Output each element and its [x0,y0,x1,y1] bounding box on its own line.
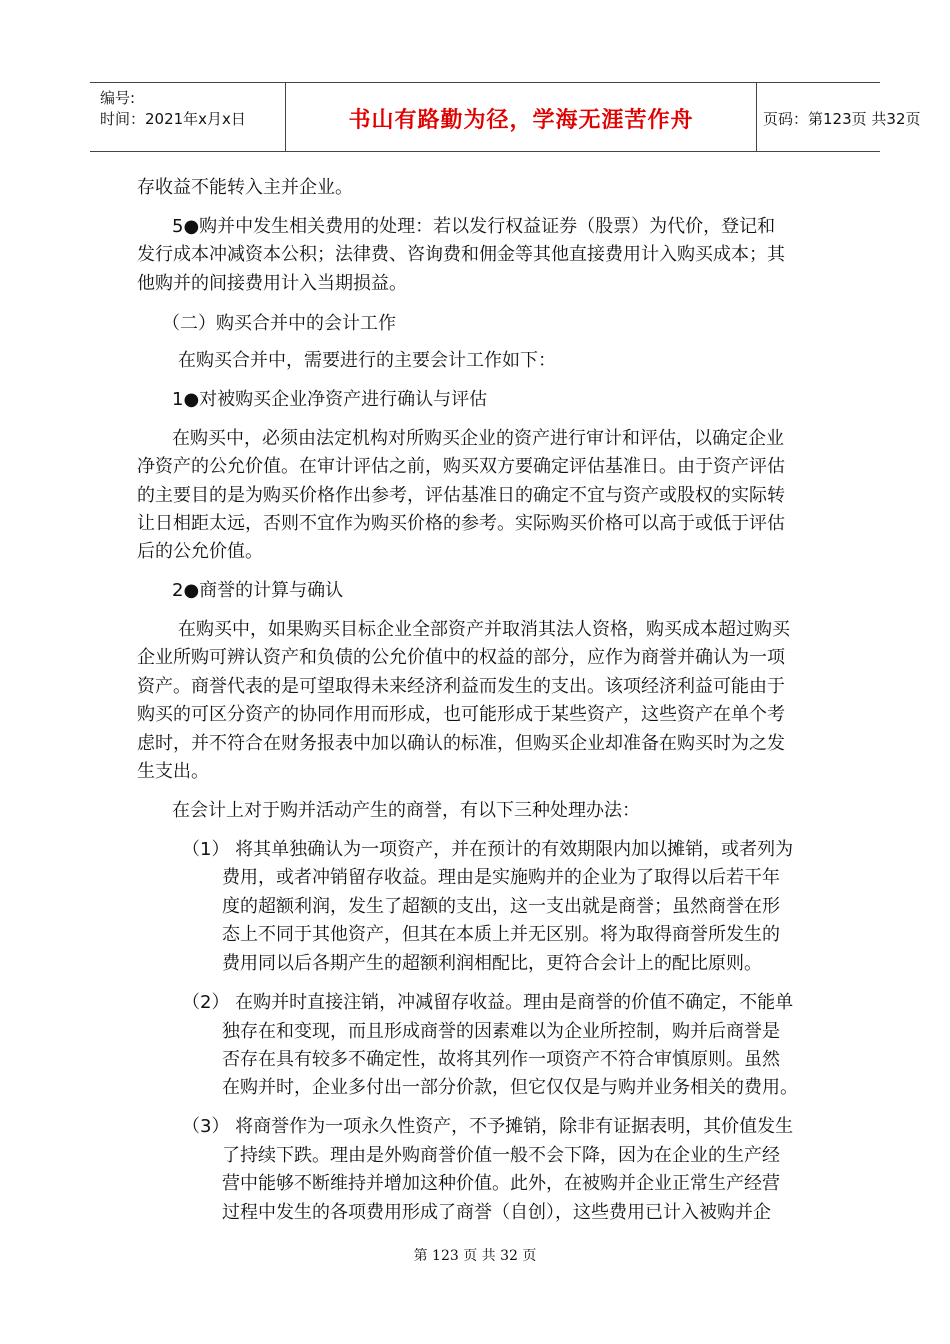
header-page-cell [755,83,921,151]
text-line: 资产。商誉代表的是可望取得未来经济利益而发生的支出。该项经济利益可能由于 [137,676,785,697]
text-line: 营中能够不断维持并增加这种价值。此外，在被购并企业正常生产经营 [222,1173,780,1194]
text-line: 在会计上对于购并活动产生的商誉，有以下三种处理办法： [172,800,640,821]
text-line: 存收益不能转入主并企业。 [137,177,353,198]
text-line: 企业所购可辨认资产和负债的公允价值中的权益的部分，应作为商誉并确认为一项 [137,647,785,668]
text-line: 5●购并中发生相关费用的处理：若以发行权益证券（股票）为代价，登记和 [172,216,776,237]
document-time-label: 时间：2021年x月x日 [100,110,246,128]
header-motto-cell [285,83,757,151]
text-line: 他购并的间接费用计入当期损益。 [137,273,407,294]
text-line: 独存在和变现，而且形成商誉的因素难以为企业所控制，购并后商誉是 [222,1021,780,1042]
text-line: 生支出。 [137,761,209,782]
text-line: 在购买中，如果购买目标企业全部资产并取消其法人资格，购买成本超过购买 [178,619,790,640]
list-item-3: （3） 将商誉作为一项永久性资产，不予摊销，除非有证据表明，其价值发生 [182,1116,794,1137]
page-footer: 第 123 页 共 32 页 [413,1248,537,1264]
text-line: 购买的可区分资产的协同作用而形成，也可能形成于某些资产，这些资产在单个考 [137,704,785,725]
text-line: 态上不同于其他资产，但其在本质上并无区别。将为取得商誉所发生的 [222,924,780,945]
text-line: 让日相距太远，否则不宜作为购买价格的参考。实际购买价格可以高于或低于评估 [137,513,785,534]
list-item-2: （2） 在购并时直接注销，冲减留存收益。理由是商誉的价值不确定，不能单 [182,992,794,1013]
list-item-1: （1） 将其单独确认为一项资产，并在预计的有效期限内加以摊销，或者列为 [182,839,794,860]
header-motto: 书山有路勤为径，学海无涯苦作舟 [348,107,694,133]
text-line: 净资产的公允价值。在审计评估之前，购买双方要确定评估基准日。由于资产评估 [137,456,785,477]
text-line: 否存在具有较多不确定性，故将其列作一项资产不符合审慎原则。虽然 [222,1049,780,1070]
document-header [90,82,921,152]
header-page-number: 页码：第123页 共32页 [763,110,921,128]
text-line: 后的公允价值。 [137,541,263,562]
text-line: 的主要目的是为购买价格作出参考，评估基准日的确定不宜与资产或股权的实际转 [137,485,785,506]
text-line: 费用同以后各期产生的超额利润相配比，更符合会计上的配比原则。 [222,953,762,974]
subsection-heading: 2●商誉的计算与确认 [172,580,344,601]
text-line: 过程中发生的各项费用形成了商誉（自创），这些费用已计入被购并企 [222,1202,771,1223]
section-heading: （二）购买合并中的会计工作 [162,313,396,334]
text-line: 在购并时，企业多付出一部分价款，但它仅仅是与购并业务相关的费用。 [222,1077,798,1098]
header-meta-cell [90,83,285,151]
subsection-heading: 1●对被购买企业净资产进行确认与评估 [172,389,488,410]
text-line: 虑时，并不符合在财务报表中加以确认的标准，但购买企业却准备在购买时为之发 [137,733,785,754]
text-line: 在购买中，必须由法定机构对所购买企业的资产进行审计和评估，以确定企业 [172,428,784,449]
text-line: 费用，或者冲销留存收益。理由是实施购并的企业为了取得以后若干年 [222,867,780,888]
text-line: 度的超额利润，发生了超额的支出，这一支出就是商誉；虽然商誉在形 [222,896,780,917]
text-line: 了持续下跌。理由是外购商誉价值一般不会下降，因为在企业的生产经 [222,1145,780,1166]
text-line: 发行成本冲减资本公积；法律费、咨询费和佣金等其他直接费用计入购买成本；其 [137,244,785,265]
document-code-label: 编号: [100,89,136,107]
text-line: 在购买合并中，需要进行的主要会计工作如下： [178,350,556,371]
